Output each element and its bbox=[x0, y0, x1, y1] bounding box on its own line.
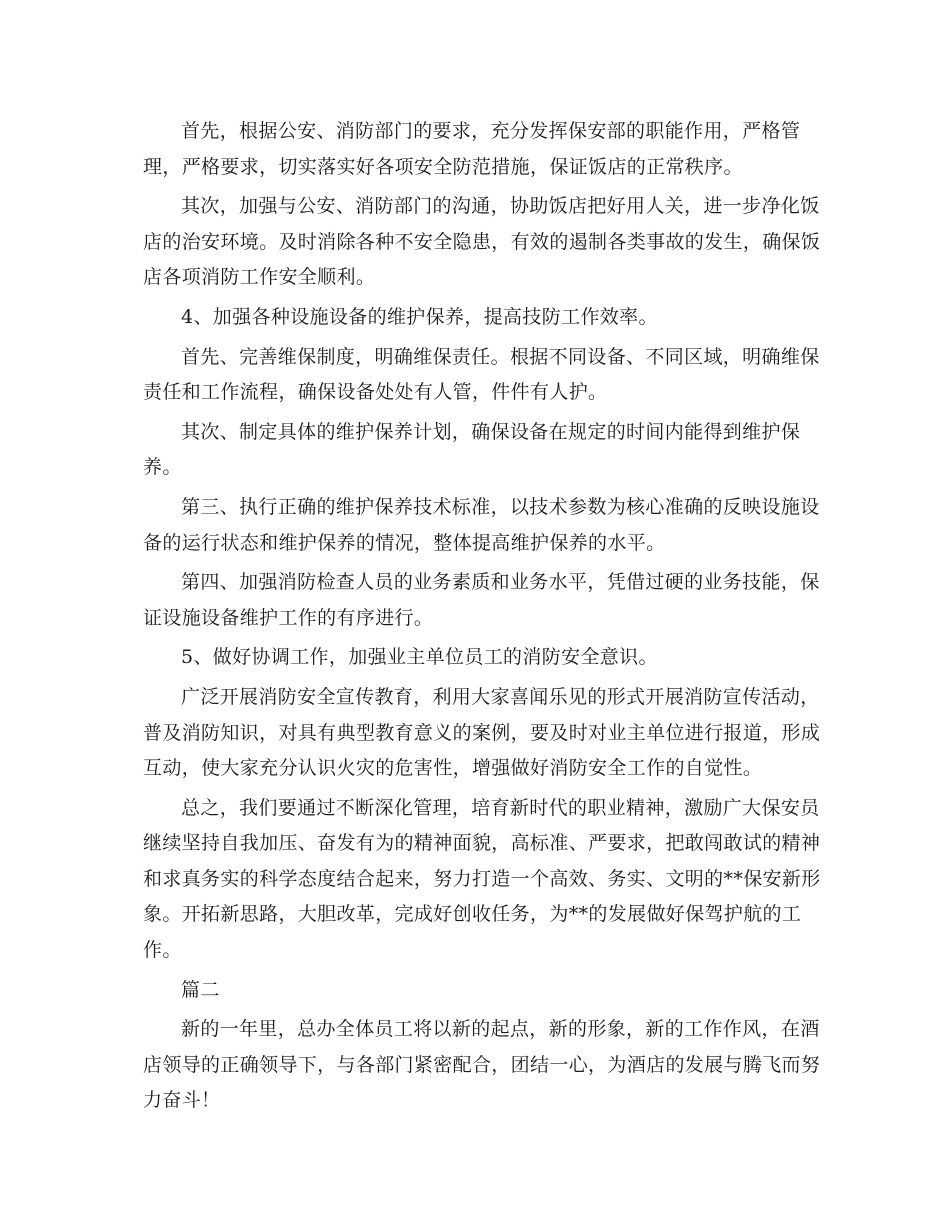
paragraph-line: 新的一年里，总办全体员工将以新的起点，新的形象，新的工作作风，在酒 bbox=[181, 1018, 820, 1041]
section-title-part-two bbox=[143, 973, 803, 1009]
paragraph-line: 其次、制定具体的维护保养计划，确保设备在规定的时间内能得到维护保 bbox=[181, 420, 801, 443]
paragraph-line: 继续坚持自我加压、奋发有为的精神面貌，高标准、严要求，把敢闯敢试的精神 bbox=[143, 832, 821, 855]
paragraph-line: 象。开拓新思路，大胆改革，完成好创收任务，为**的发展做好保驾护航的工 bbox=[143, 903, 802, 926]
paragraph-line: 普及消防知识，对具有典型教育意义的案例，要及时对业主单位进行报道，形成 bbox=[143, 721, 821, 744]
section-heading-4 bbox=[143, 300, 803, 336]
paragraph-line: 第四、加强消防检查人员的业务素质和业务水平，凭借过硬的业务技能，保 bbox=[181, 571, 820, 594]
paragraph-9 bbox=[143, 1012, 821, 1119]
paragraph-line: 证设施设备维护工作的有序进行。 bbox=[143, 606, 434, 629]
paragraph-line: 第三、执行正确的维护保养技术标准，以技术参数为核心准确的反映设施设 bbox=[181, 495, 820, 518]
paragraph-line: 首先、完善维保制度，明确维保责任。根据不同设备、不同区域，明确维保 bbox=[181, 345, 820, 368]
document-page bbox=[143, 114, 821, 1119]
paragraph-line: 广泛开展消防安全宣传教育，利用大家喜闻乐见的形式开展消防宣传活动， bbox=[181, 685, 820, 708]
paragraph-line: 理，严格要求，切实落实好各项安全防范措施，保证饭店的正常秩序。 bbox=[143, 155, 743, 178]
paragraph-line: 责任和工作流程，确保设备处处有人管，件件有人护。 bbox=[143, 381, 608, 404]
paragraph-line: 店各项消防工作安全顺利。 bbox=[143, 266, 376, 289]
paragraph-line: 和求真务实的科学态度结合起来，努力打造一个高效、务实、文明的**保安新形 bbox=[143, 867, 821, 890]
paragraph-line: 店领导的正确领导下，与各部门紧密配合，团结一心，为酒店的发展与腾飞而努 bbox=[143, 1053, 821, 1076]
paragraph-4 bbox=[143, 415, 803, 486]
paragraph-1 bbox=[143, 114, 803, 185]
paragraph-line: 其次，加强与公安、消防部门的沟通，协助饭店把好用人关，进一步净化饭 bbox=[181, 195, 820, 218]
section-heading-5 bbox=[143, 640, 803, 676]
paragraph-line: 篇二 bbox=[181, 978, 220, 1001]
paragraph-line: 养。 bbox=[143, 456, 182, 479]
paragraph-line: 店的治安环境。及时消除各种不安全隐患，有效的遏制各类事故的发生，确保饭 bbox=[143, 230, 821, 253]
paragraph-2 bbox=[143, 189, 821, 296]
paragraph-7 bbox=[143, 680, 821, 787]
paragraph-line: 作。 bbox=[143, 939, 182, 962]
paragraph-line: 备的运行状态和维护保养的情况，整体提高维护保养的水平。 bbox=[143, 531, 666, 554]
paragraph-line: 力奋斗！ bbox=[143, 1089, 221, 1112]
paragraph-line: 5、做好协调工作，加强业主单位员工的消防安全意识。 bbox=[181, 646, 658, 669]
paragraph-line: 首先，根据公安、消防部门的要求，充分发挥保安部的职能作用，严格管 bbox=[181, 120, 801, 142]
paragraph-3 bbox=[143, 340, 820, 411]
paragraph-line: 总之，我们要通过不断深化管理，培育新时代的职业精神，激励广大保安员 bbox=[181, 796, 820, 819]
paragraph-line: 4、加强各种设施设备的维护保养，提高技防工作效率。 bbox=[181, 305, 658, 328]
paragraph-line: 互动，使大家充分认识火灾的危害性，增强做好消防安全工作的自觉性。 bbox=[143, 757, 763, 780]
paragraph-6 bbox=[143, 565, 820, 636]
paragraph-5 bbox=[143, 490, 820, 561]
paragraph-8 bbox=[143, 791, 821, 969]
